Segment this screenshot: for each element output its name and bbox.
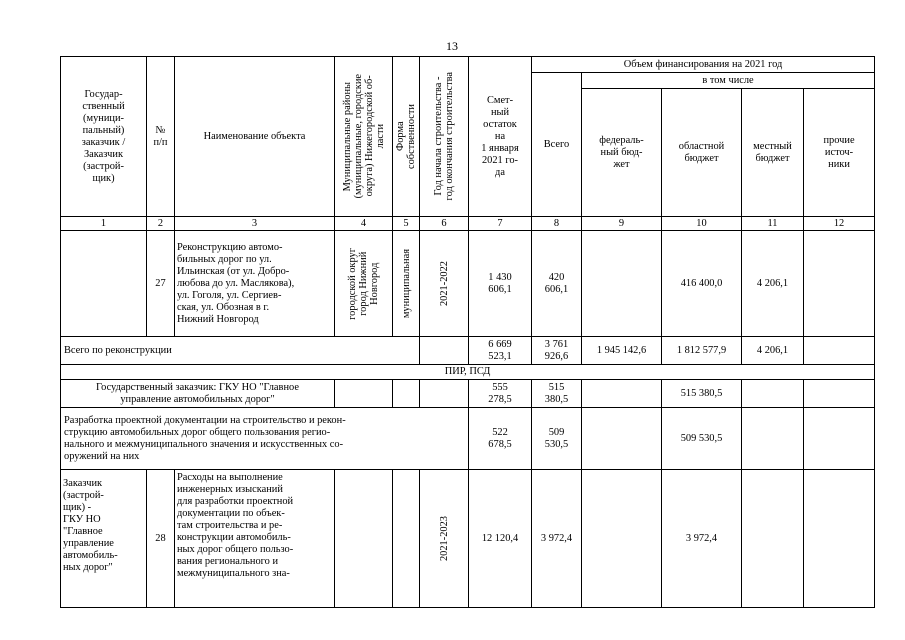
row28-years: 2021-2023	[420, 470, 469, 608]
col-num-7: 7	[469, 217, 532, 231]
row28-total: 3 972,4	[532, 470, 582, 608]
row28-object-name: Расходы на выполнение инженерных изысканий для разработки проектной документации по объек- там строительства и ре- конструкции автомобиль- ных дорог общего пользо- вания регионального и межмуниципального зна-	[175, 470, 335, 608]
row28-ownership	[393, 470, 420, 608]
header-number: № п/п	[147, 57, 175, 217]
row27-federal	[582, 231, 662, 337]
header-years: Год начала строительства - год окончания строительства	[420, 57, 469, 217]
col-num-12: 12	[804, 217, 875, 231]
customer-empty-5	[393, 380, 420, 408]
customer-local	[742, 380, 804, 408]
total-reconstruction-regional: 1 812 577,9	[662, 337, 742, 365]
row28-remainder: 12 120,4	[469, 470, 532, 608]
header-customer: Государ- ственный (муници- пальный) заказчик / Заказчик (застрой- щик)	[61, 57, 147, 217]
design-local	[742, 408, 804, 470]
customer-row	[61, 380, 875, 408]
customer-remainder: 555 278,5	[469, 380, 532, 408]
row27-regional: 416 400,0	[662, 231, 742, 337]
total-reconstruction-other	[804, 337, 875, 365]
row27-local: 4 206,1	[742, 231, 804, 337]
customer-empty-4	[335, 380, 393, 408]
financing-table	[60, 56, 875, 608]
header-including: в том числе	[582, 73, 875, 89]
header-remainder: Смет- ный остаток на 1 января 2021 го- да	[469, 57, 532, 217]
col-num-2: 2	[147, 217, 175, 231]
header-regional: областной бюджет	[662, 89, 742, 217]
row27-other	[804, 231, 875, 337]
total-reconstruction-remainder: 6 669 523,1	[469, 337, 532, 365]
total-reconstruction-federal: 1 945 142,6	[582, 337, 662, 365]
page-number: 13	[446, 39, 458, 53]
col-num-1: 1	[61, 217, 147, 231]
total-reconstruction-label: Всего по реконструкции	[61, 337, 420, 365]
design-remainder: 522 678,5	[469, 408, 532, 470]
header-total: Всего	[532, 73, 582, 217]
row27-remainder: 1 430 606,1	[469, 231, 532, 337]
table-row	[61, 470, 875, 608]
row28-regional: 3 972,4	[662, 470, 742, 608]
section-row	[61, 365, 875, 380]
header-funding: Объем финансирования на 2021 год	[532, 57, 875, 73]
col-num-4: 4	[335, 217, 393, 231]
design-label: Разработка проектной документации на строительство и рекон- струкцию автомобильных дорог общего пользования регио- нального и межмуниципального значения и искусственных со- оружений на них	[61, 408, 469, 470]
row27-total: 420 606,1	[532, 231, 582, 337]
header-object-name: Наименование объекта	[175, 57, 335, 217]
col-num-11: 11	[742, 217, 804, 231]
design-other	[804, 408, 875, 470]
total-reconstruction-years	[420, 337, 469, 365]
row28-district	[335, 470, 393, 608]
total-reconstruction-row	[61, 337, 875, 365]
design-row	[61, 408, 875, 470]
customer-federal	[582, 380, 662, 408]
customer-label: Государственный заказчик: ГКУ НО "Главное управление автомобильных дорог"	[61, 380, 335, 408]
col-num-6: 6	[420, 217, 469, 231]
col-num-8: 8	[532, 217, 582, 231]
customer-other	[804, 380, 875, 408]
row27-years: 2021-2022	[420, 231, 469, 337]
header-ownership: Форма собственности	[393, 57, 420, 217]
row28-federal	[582, 470, 662, 608]
column-numbers-row	[61, 217, 875, 231]
header-local: местный бюджет	[742, 89, 804, 217]
row28-number: 28	[147, 470, 175, 608]
row27-customer	[61, 231, 147, 337]
header-federal: федераль- ный бюд- жет	[582, 89, 662, 217]
header-districts: Муниципальные районы (муниципальные, городские округа) Нижегородской об- ласти	[335, 57, 393, 217]
row27-object-name: Реконструкцию автомо- бильных дорог по ул. Ильинская (от ул. Добро- любова до ул. Маслякова), ул. Гоголя, ул. Сергиев- ская, ул. Обозная в г. Нижний Новгород	[175, 231, 335, 337]
row28-customer: Заказчик (застрой- щик) - ГКУ НО "Главное управление автомобиль- ных дорог"	[61, 470, 147, 608]
row27-ownership: муниципальная	[393, 231, 420, 337]
row28-other	[804, 470, 875, 608]
row27-district: городской округ город Нижний Новгород	[335, 231, 393, 337]
total-reconstruction-total: 3 761 926,6	[532, 337, 582, 365]
customer-total: 515 380,5	[532, 380, 582, 408]
header-other: прочие источ- ники	[804, 89, 875, 217]
row28-local	[742, 470, 804, 608]
col-num-10: 10	[662, 217, 742, 231]
design-federal	[582, 408, 662, 470]
customer-regional: 515 380,5	[662, 380, 742, 408]
customer-empty-6	[420, 380, 469, 408]
col-num-3: 3	[175, 217, 335, 231]
section-title: ПИР, ПСД	[61, 365, 875, 380]
design-total: 509 530,5	[532, 408, 582, 470]
total-reconstruction-local: 4 206,1	[742, 337, 804, 365]
design-regional: 509 530,5	[662, 408, 742, 470]
col-num-9: 9	[582, 217, 662, 231]
col-num-5: 5	[393, 217, 420, 231]
table-row	[61, 231, 875, 337]
row27-number: 27	[147, 231, 175, 337]
